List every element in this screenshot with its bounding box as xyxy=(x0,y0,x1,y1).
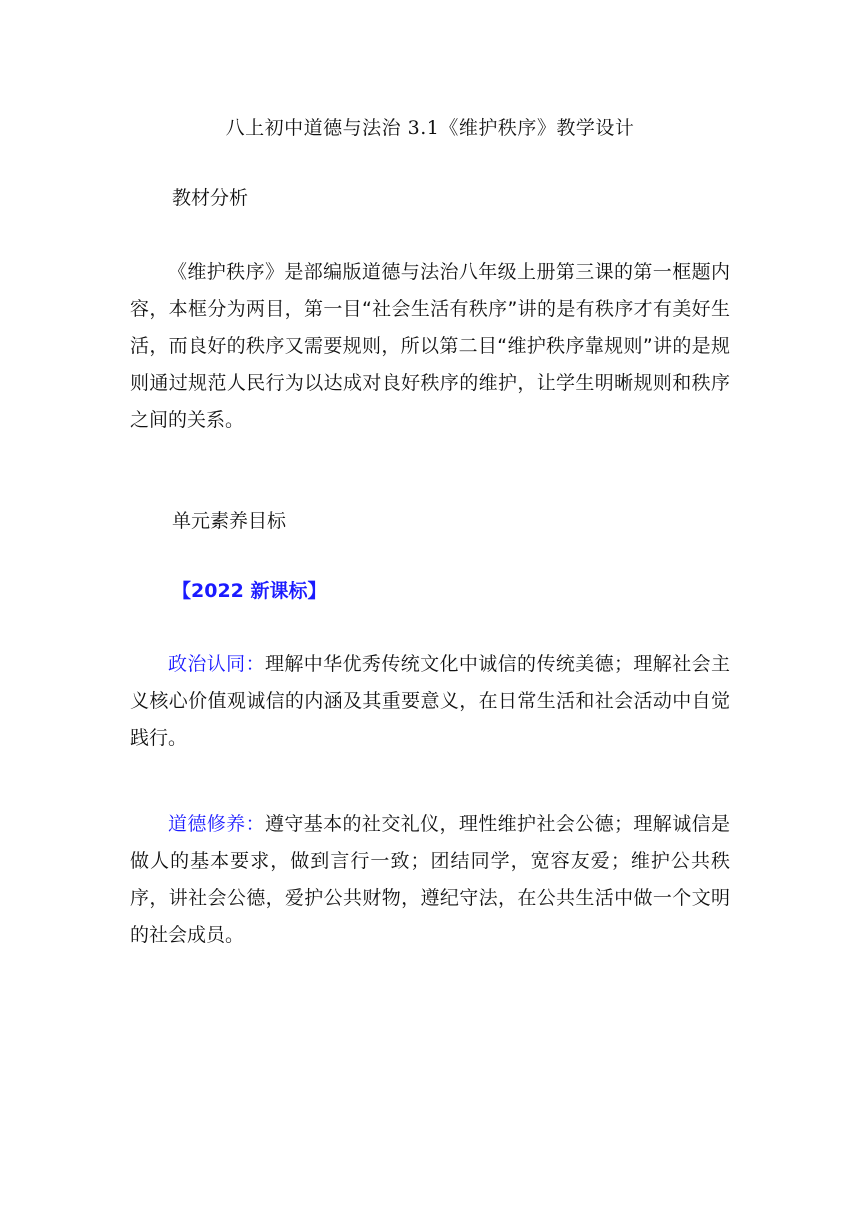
standard-tag: 【2022 新课标】 xyxy=(172,580,327,602)
section-heading-goals: 单元素养目标 xyxy=(172,510,287,532)
goal-political-identity xyxy=(130,646,730,757)
analysis-paragraph: 《维护秩序》是部编版道德与法治八年级上册第三课的第一框题内容，本框分为两目，第一目“社会生活有秩序”讲的是有秩序才有美好生活，而良好的秩序又需要规则，所以第二目“维护秩序靠规则”讲的是规则通过规范人民行为以达成对良好秩序的维护，让学生明晰规则和秩序之间的关系。 xyxy=(130,261,730,431)
goal-text-political-identity: 理解中华优秀传统文化中诚信的传统美德；理解社会主义核心价值观诚信的内涵及其重要意义，在日常生活和社会活动中自觉践行。 xyxy=(130,653,730,749)
goal-label-moral-cultivation: 道德修养： xyxy=(168,813,265,835)
section-heading-analysis: 教材分析 xyxy=(172,187,249,209)
goal-label-political-identity: 政治认同： xyxy=(168,653,265,675)
goal-text-moral-cultivation: 遵守基本的社交礼仪，理性维护社会公德；理解诚信是做人的基本要求，做到言行一致；团结同学，宽容友爱；维护公共秩序，讲社会公德，爱护公共财物，遵纪守法，在公共生活中做一个文明的社会成员。 xyxy=(130,813,730,946)
document-title: 八上初中道德与法治 3.1《维护秩序》教学设计 xyxy=(225,117,635,139)
goal-moral-cultivation xyxy=(130,806,730,954)
